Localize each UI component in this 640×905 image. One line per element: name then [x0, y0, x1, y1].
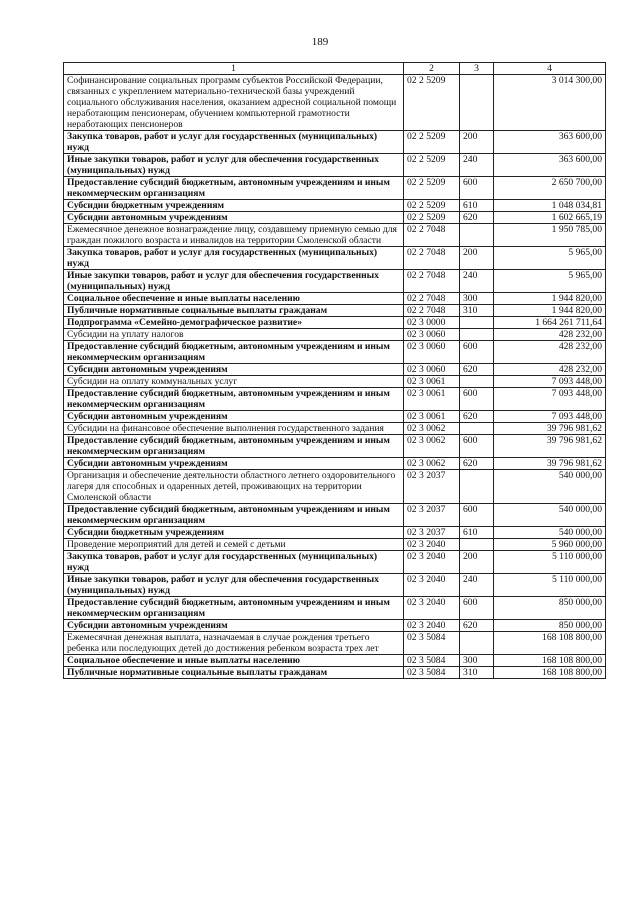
- type-cell: [460, 539, 494, 551]
- table-row: [64, 527, 606, 539]
- table-row: [64, 329, 606, 341]
- page-number: 189: [311, 36, 329, 48]
- amount-cell: 1 950 785,00: [494, 224, 606, 247]
- code-cell: 02 2 5209: [404, 75, 460, 131]
- amount-cell: 168 108 800,00: [494, 655, 606, 667]
- code-cell: 02 3 0060: [404, 329, 460, 341]
- name-cell: Публичные нормативные социальные выплаты гражданам: [64, 305, 404, 317]
- code-cell: 02 3 2040: [404, 539, 460, 551]
- type-cell: 200: [460, 551, 494, 574]
- name-cell: Закупка товаров, работ и услуг для государственных (муниципальных) нужд: [64, 551, 404, 574]
- type-cell: 240: [460, 154, 494, 177]
- table-row: [64, 200, 606, 212]
- name-cell: Предоставление субсидий бюджетным, автономным учреждениям и иным некоммерческим организациям: [64, 435, 404, 458]
- name-cell: Софинансирование социальных программ субъектов Российской Федерации, связанных с укреплением материально-технической базы учреждений социального обслуживания населения, оказанием адресной социальной помощи неработающим пенсионерам, обучением компьютерной грамотности неработающих пенсионеров: [64, 75, 404, 131]
- type-cell: [460, 317, 494, 329]
- amount-cell: 168 108 800,00: [494, 632, 606, 655]
- type-cell: 610: [460, 200, 494, 212]
- code-cell: 02 3 0062: [404, 435, 460, 458]
- name-cell: Субсидии автономным учреждениям: [64, 411, 404, 423]
- name-cell: Иные закупки товаров, работ и услуг для обеспечения государственных (муниципальных) нужд: [64, 574, 404, 597]
- type-cell: [460, 376, 494, 388]
- table-row: [64, 411, 606, 423]
- type-cell: [460, 224, 494, 247]
- table-row: [64, 177, 606, 200]
- type-cell: 620: [460, 620, 494, 632]
- name-cell: Закупка товаров, работ и услуг для государственных (муниципальных) нужд: [64, 247, 404, 270]
- type-cell: 240: [460, 270, 494, 293]
- type-cell: 300: [460, 293, 494, 305]
- amount-cell: 1 048 034,81: [494, 200, 606, 212]
- type-cell: 620: [460, 411, 494, 423]
- table-row: [64, 574, 606, 597]
- type-cell: [460, 423, 494, 435]
- table-row: [64, 212, 606, 224]
- amount-cell: 850 000,00: [494, 597, 606, 620]
- name-cell: Субсидии бюджетным учреждениям: [64, 200, 404, 212]
- amount-cell: 1 602 665,19: [494, 212, 606, 224]
- type-cell: 310: [460, 305, 494, 317]
- type-cell: 600: [460, 177, 494, 200]
- table-row: [64, 470, 606, 504]
- table-row: [64, 504, 606, 527]
- table-row: [64, 247, 606, 270]
- table-row: [64, 423, 606, 435]
- name-cell: Иные закупки товаров, работ и услуг для обеспечения государственных (муниципальных) нужд: [64, 154, 404, 177]
- name-cell: Закупка товаров, работ и услуг для государственных (муниципальных) нужд: [64, 131, 404, 154]
- type-cell: 600: [460, 504, 494, 527]
- code-cell: 02 2 7048: [404, 224, 460, 247]
- table-row: [64, 620, 606, 632]
- type-cell: 600: [460, 341, 494, 364]
- name-cell: Субсидии на финансовое обеспечение выполнения государственного задания: [64, 423, 404, 435]
- code-cell: 02 3 2040: [404, 574, 460, 597]
- header-row: [64, 63, 606, 75]
- budget-table-container: [63, 62, 605, 679]
- code-cell: 02 3 5084: [404, 655, 460, 667]
- amount-cell: 39 796 981,62: [494, 435, 606, 458]
- budget-table: [63, 62, 606, 679]
- table-row: [64, 154, 606, 177]
- name-cell: Социальное обеспечение и иные выплаты населению: [64, 655, 404, 667]
- header-col-3: 3: [460, 63, 494, 75]
- name-cell: Предоставление субсидий бюджетным, автономным учреждениям и иным некоммерческим организациям: [64, 597, 404, 620]
- table-row: [64, 364, 606, 376]
- name-cell: Субсидии автономным учреждениям: [64, 212, 404, 224]
- code-cell: 02 2 7048: [404, 293, 460, 305]
- amount-cell: 7 093 448,00: [494, 411, 606, 423]
- amount-cell: 540 000,00: [494, 504, 606, 527]
- code-cell: 02 3 0000: [404, 317, 460, 329]
- amount-cell: 7 093 448,00: [494, 376, 606, 388]
- code-cell: 02 3 2040: [404, 597, 460, 620]
- name-cell: Подпрограмма «Семейно-демографическое развитие»: [64, 317, 404, 329]
- code-cell: 02 2 7048: [404, 247, 460, 270]
- code-cell: 02 3 2040: [404, 551, 460, 574]
- name-cell: Проведение мероприятий для детей и семей с детьми: [64, 539, 404, 551]
- code-cell: 02 2 5209: [404, 177, 460, 200]
- type-cell: 610: [460, 527, 494, 539]
- amount-cell: 1 944 820,00: [494, 305, 606, 317]
- amount-cell: 5 965,00: [494, 247, 606, 270]
- code-cell: 02 2 5209: [404, 154, 460, 177]
- header-col-1: 1: [64, 63, 404, 75]
- table-row: [64, 131, 606, 154]
- table-row: [64, 75, 606, 131]
- code-cell: 02 3 5084: [404, 667, 460, 679]
- code-cell: 02 3 0062: [404, 423, 460, 435]
- name-cell: Предоставление субсидий бюджетным, автономным учреждениям и иным некоммерческим организациям: [64, 177, 404, 200]
- table-row: [64, 597, 606, 620]
- amount-cell: 5 965,00: [494, 270, 606, 293]
- name-cell: Субсидии бюджетным учреждениям: [64, 527, 404, 539]
- amount-cell: 3 014 300,00: [494, 75, 606, 131]
- code-cell: 02 3 0062: [404, 458, 460, 470]
- amount-cell: 5 110 000,00: [494, 574, 606, 597]
- table-body: [64, 75, 606, 679]
- table-row: [64, 632, 606, 655]
- code-cell: 02 3 0061: [404, 376, 460, 388]
- amount-cell: 540 000,00: [494, 527, 606, 539]
- code-cell: 02 2 7048: [404, 305, 460, 317]
- type-cell: 600: [460, 388, 494, 411]
- table-row: [64, 293, 606, 305]
- name-cell: Иные закупки товаров, работ и услуг для обеспечения государственных (муниципальных) нужд: [64, 270, 404, 293]
- amount-cell: 5 960 000,00: [494, 539, 606, 551]
- amount-cell: 540 000,00: [494, 470, 606, 504]
- table-row: [64, 376, 606, 388]
- code-cell: 02 3 2040: [404, 620, 460, 632]
- name-cell: Социальное обеспечение и иные выплаты населению: [64, 293, 404, 305]
- amount-cell: 428 232,00: [494, 341, 606, 364]
- code-cell: 02 3 2037: [404, 527, 460, 539]
- amount-cell: 39 796 981,62: [494, 423, 606, 435]
- table-row: [64, 224, 606, 247]
- type-cell: [460, 632, 494, 655]
- table-row: [64, 435, 606, 458]
- amount-cell: 1 944 820,00: [494, 293, 606, 305]
- code-cell: 02 3 2037: [404, 504, 460, 527]
- type-cell: 620: [460, 212, 494, 224]
- name-cell: Субсидии автономным учреждениям: [64, 620, 404, 632]
- name-cell: Ежемесячное денежное вознаграждение лицу, создавшему приемную семью для граждан пожилого возраста и инвалидов на территории Смоленской области: [64, 224, 404, 247]
- table-row: [64, 551, 606, 574]
- name-cell: Субсидии на уплату налогов: [64, 329, 404, 341]
- amount-cell: 1 664 261 711,64: [494, 317, 606, 329]
- table-row: [64, 458, 606, 470]
- amount-cell: 428 232,00: [494, 364, 606, 376]
- amount-cell: 39 796 981,62: [494, 458, 606, 470]
- code-cell: 02 2 5209: [404, 131, 460, 154]
- name-cell: Публичные нормативные социальные выплаты гражданам: [64, 667, 404, 679]
- name-cell: Ежемесячная денежная выплата, назначаемая в случае рождения третьего ребенка или последующих детей до достижения ребенком возраста трех лет: [64, 632, 404, 655]
- code-cell: 02 3 0060: [404, 341, 460, 364]
- name-cell: Субсидии автономным учреждениям: [64, 364, 404, 376]
- type-cell: 300: [460, 655, 494, 667]
- amount-cell: 363 600,00: [494, 154, 606, 177]
- code-cell: 02 3 0061: [404, 388, 460, 411]
- table-row: [64, 270, 606, 293]
- type-cell: 200: [460, 247, 494, 270]
- table-row: [64, 667, 606, 679]
- name-cell: Субсидии на оплату коммунальных услуг: [64, 376, 404, 388]
- name-cell: Субсидии автономным учреждениям: [64, 458, 404, 470]
- code-cell: 02 3 0061: [404, 411, 460, 423]
- type-cell: 240: [460, 574, 494, 597]
- name-cell: Предоставление субсидий бюджетным, автономным учреждениям и иным некоммерческим организациям: [64, 504, 404, 527]
- code-cell: 02 2 5209: [404, 212, 460, 224]
- amount-cell: 850 000,00: [494, 620, 606, 632]
- amount-cell: 428 232,00: [494, 329, 606, 341]
- code-cell: 02 2 7048: [404, 270, 460, 293]
- type-cell: 200: [460, 131, 494, 154]
- table-row: [64, 341, 606, 364]
- amount-cell: 7 093 448,00: [494, 388, 606, 411]
- type-cell: 620: [460, 458, 494, 470]
- code-cell: 02 3 0060: [404, 364, 460, 376]
- type-cell: [460, 329, 494, 341]
- amount-cell: 168 108 800,00: [494, 667, 606, 679]
- amount-cell: 5 110 000,00: [494, 551, 606, 574]
- type-cell: 620: [460, 364, 494, 376]
- table-row: [64, 539, 606, 551]
- amount-cell: 2 650 700,00: [494, 177, 606, 200]
- code-cell: 02 3 5084: [404, 632, 460, 655]
- code-cell: 02 2 5209: [404, 200, 460, 212]
- name-cell: Предоставление субсидий бюджетным, автономным учреждениям и иным некоммерческим организациям: [64, 388, 404, 411]
- type-cell: [460, 75, 494, 131]
- header-col-4: 4: [494, 63, 606, 75]
- type-cell: 600: [460, 597, 494, 620]
- amount-cell: 363 600,00: [494, 131, 606, 154]
- table-row: [64, 655, 606, 667]
- table-row: [64, 305, 606, 317]
- table-row: [64, 388, 606, 411]
- type-cell: 310: [460, 667, 494, 679]
- header-col-2: 2: [404, 63, 460, 75]
- type-cell: 600: [460, 435, 494, 458]
- table-row: [64, 317, 606, 329]
- name-cell: Предоставление субсидий бюджетным, автономным учреждениям и иным некоммерческим организациям: [64, 341, 404, 364]
- code-cell: 02 3 2037: [404, 470, 460, 504]
- type-cell: [460, 470, 494, 504]
- name-cell: Организация и обеспечение деятельности областного летнего оздоровительного лагеря для способных и одаренных детей, проживающих на территории Смоленской области: [64, 470, 404, 504]
